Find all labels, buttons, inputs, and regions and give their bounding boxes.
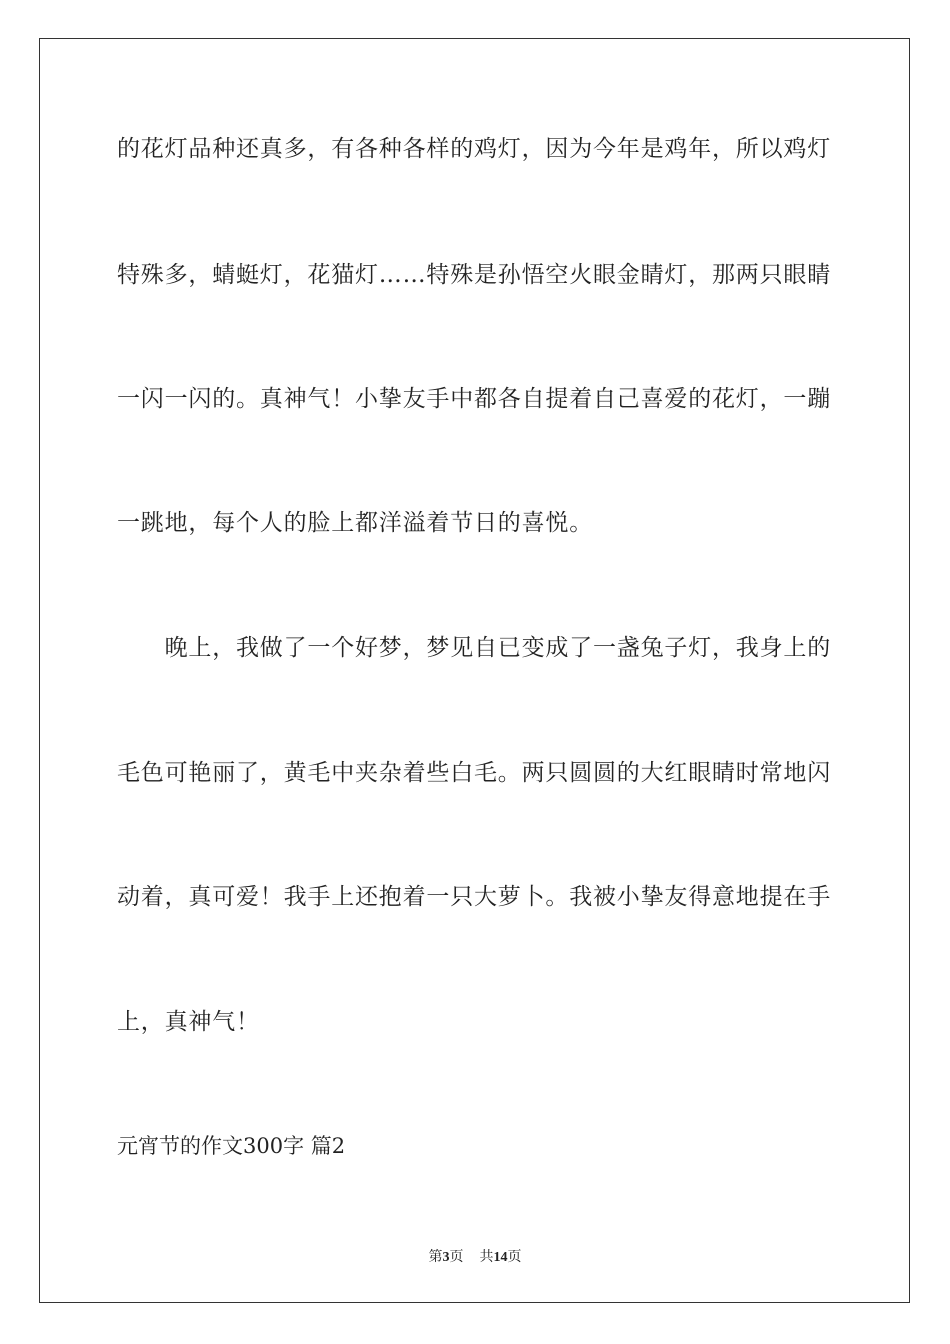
- total-prefix: 共: [479, 1250, 494, 1265]
- body-line-6: 毛色可艳丽了，黄毛中夹杂着些白毛。两只圆圆的大红眼睛时常地闪: [117, 760, 831, 786]
- page-border: [39, 38, 910, 1303]
- body-line-3: 一闪一闪的。真神气！小挚友手中都各自提着自己喜爱的花灯，一蹦: [117, 386, 831, 412]
- body-line-2: 特殊多，蜻蜓灯，花猫灯……特殊是孙悟空火眼金睛灯，那两只眼睛: [117, 262, 831, 288]
- page-number: 3: [442, 1250, 450, 1265]
- total-pages: 14: [493, 1250, 508, 1265]
- page-suffix: 页: [449, 1250, 464, 1265]
- page-prefix: 第: [428, 1250, 443, 1265]
- body-line-5: 晚上，我做了一个好梦，梦见自已变成了一盏兔子灯，我身上的: [117, 635, 831, 661]
- body-line-4: 一跳地，每个人的脸上都洋溢着节日的喜悦。: [117, 510, 593, 536]
- body-line-7: 动着，真可爱！我手上还抱着一只大萝卜。我被小挚友得意地提在手: [117, 884, 831, 910]
- body-line-8: 上，真神气！: [117, 1009, 260, 1035]
- page-footer: [0, 1246, 950, 1266]
- section-heading: 元宵节的作文300字 篇2: [117, 1134, 346, 1158]
- body-line-1: 的花灯品种还真多，有各种各样的鸡灯，因为今年是鸡年，所以鸡灯: [117, 136, 831, 162]
- total-suffix: 页: [507, 1250, 522, 1265]
